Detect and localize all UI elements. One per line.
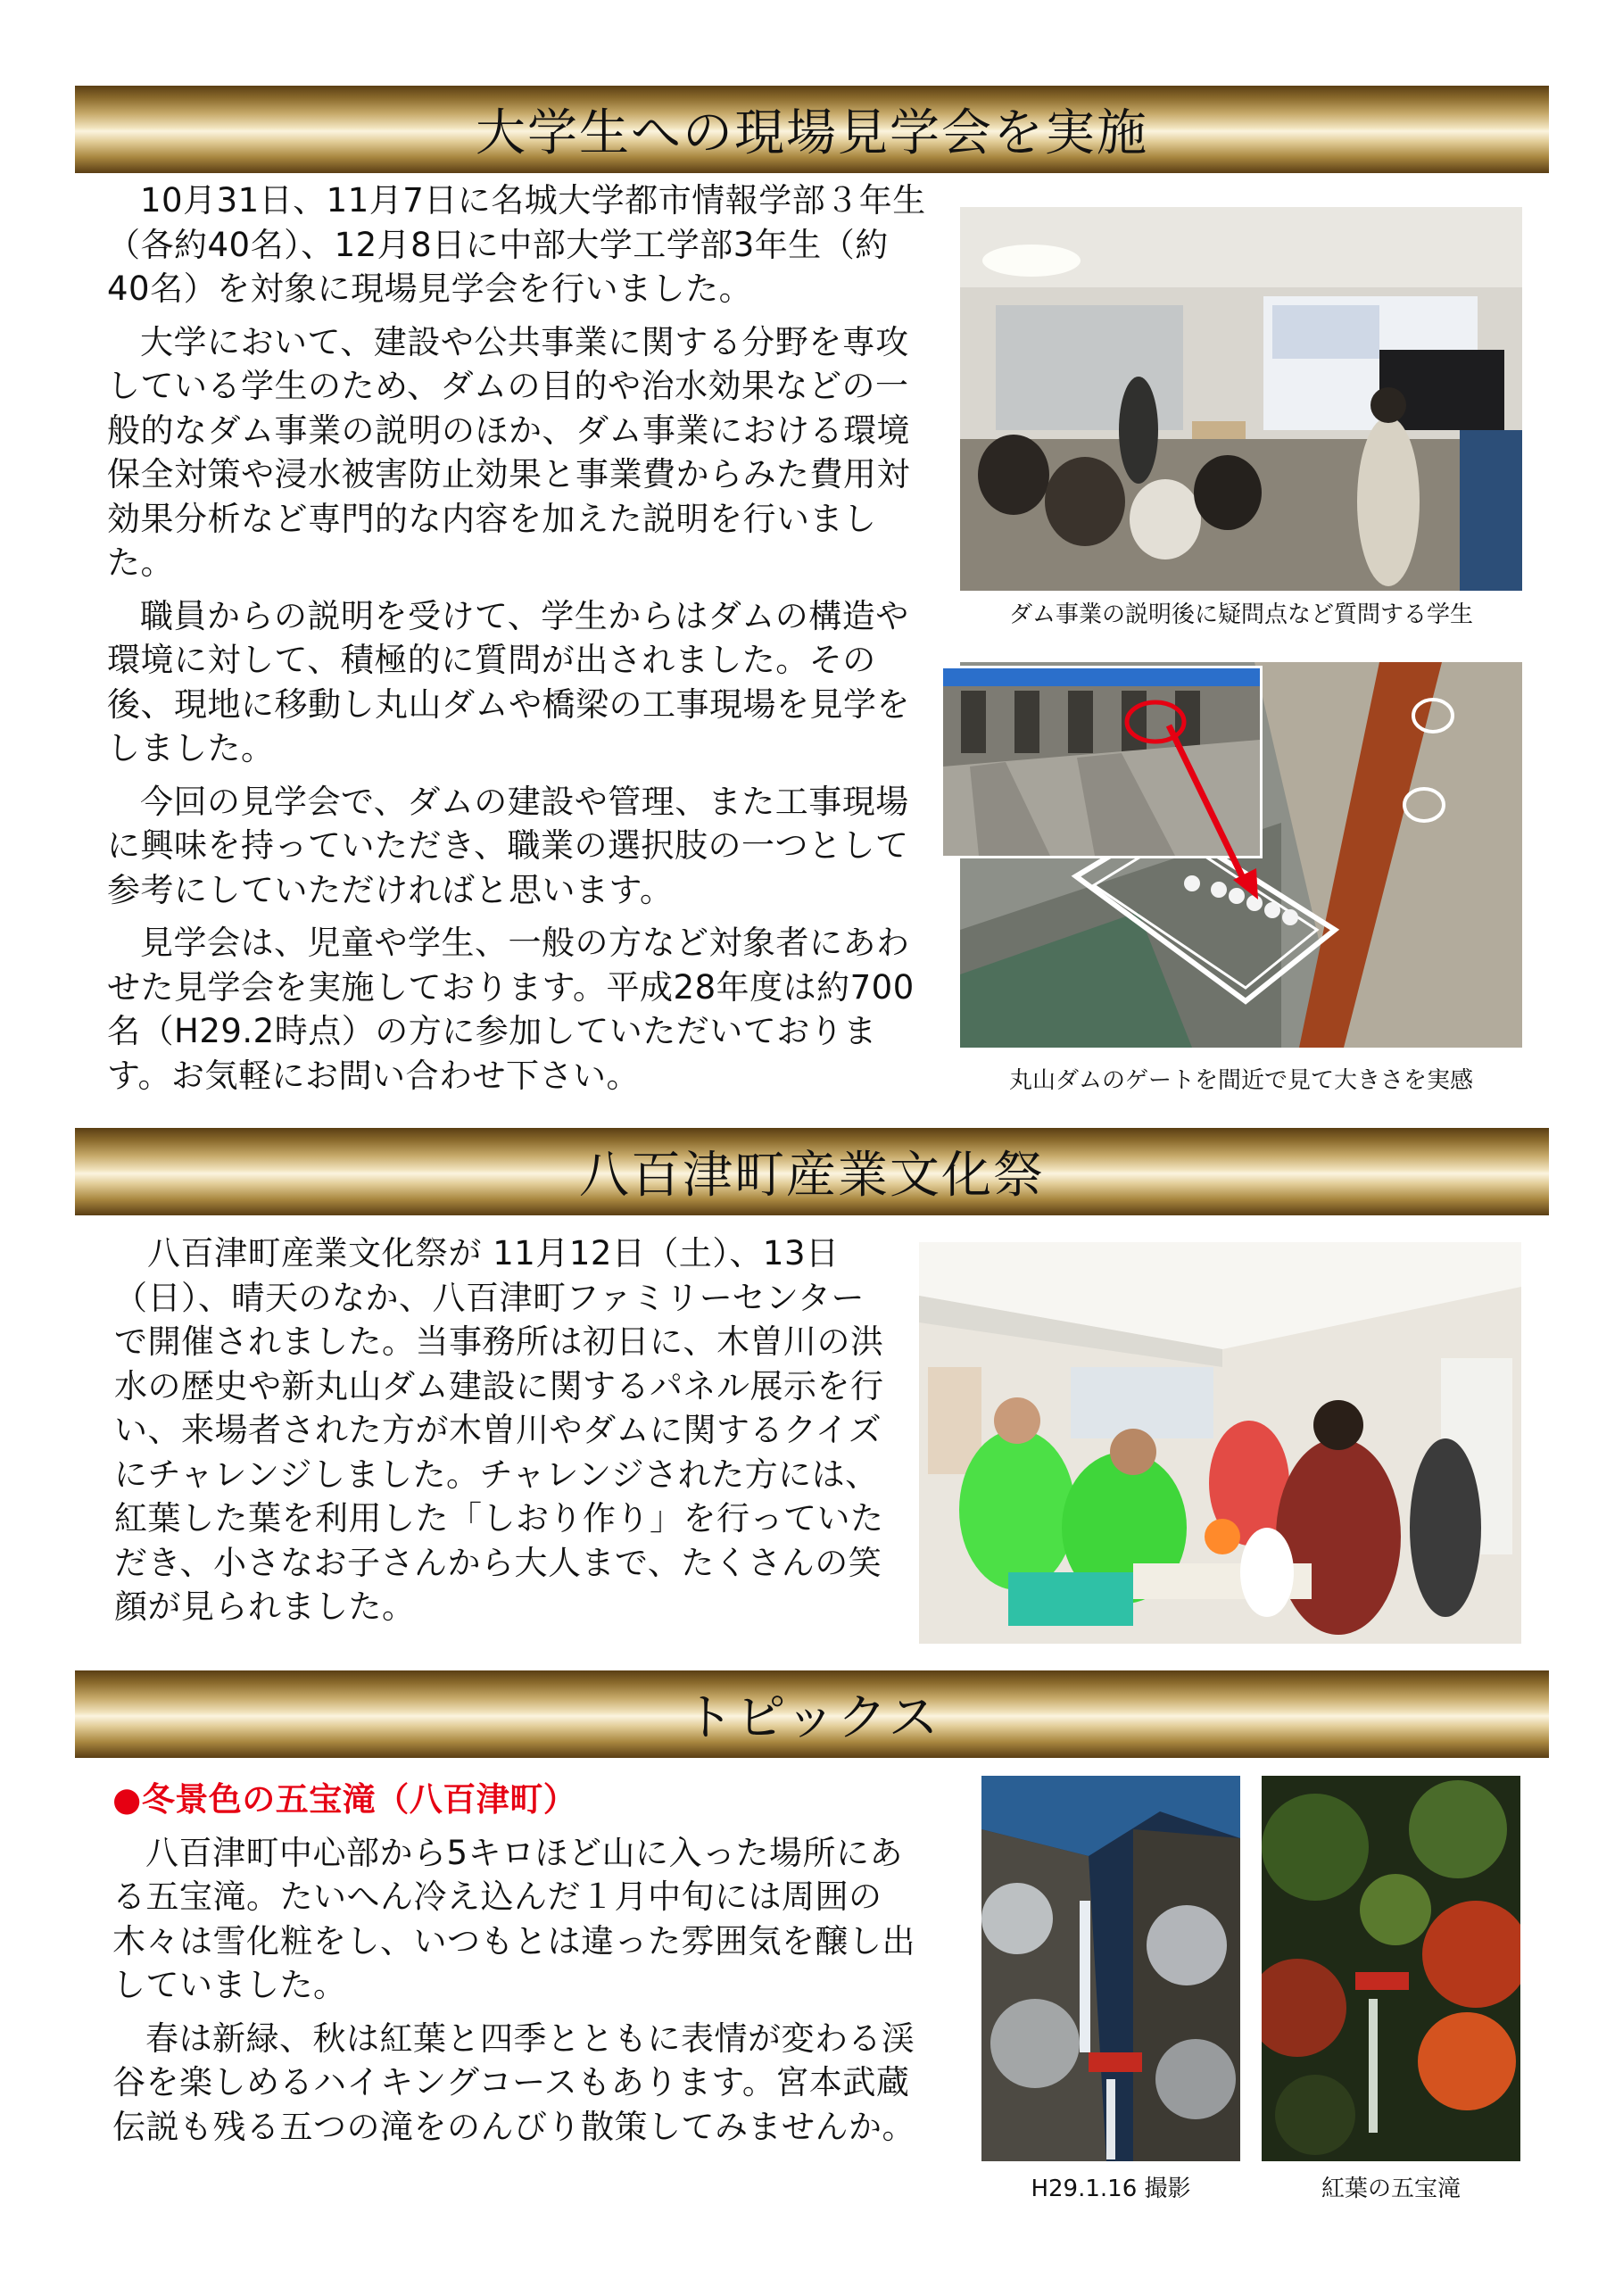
photo-autumn-waterfall <box>1262 1776 1520 2161</box>
topic-heading: ●冬景色の五宝滝（八百津町） <box>112 1780 577 1819</box>
section-title: トピックス <box>683 1689 940 1747</box>
section-banner-site-visit <box>75 86 1549 173</box>
photo-caption: H29.1.16 撮影 <box>1031 2176 1191 2202</box>
festival-text <box>114 1231 890 1638</box>
paragraph: 八百津町中心部から5キロほど山に入った場所にある五宝滝。たいへん冷え込んだ１月中旬には周囲の木々は雪化粧をし、いつもとは違った雰囲気を醸し出していました。 <box>112 1833 915 2004</box>
photo-caption: 丸山ダムのゲートを間近で見て大きさを実感 <box>1008 1067 1473 1094</box>
paragraph: 今回の見学会で、ダムの建設や管理、また工事現場に興味を持っていただき、職業の選択肢の一つとして参考にしていただければと思います。 <box>107 782 909 909</box>
photo-caption: ダム事業の説明後に疑問点など質問する学生 <box>1008 601 1473 628</box>
paragraph: 見学会は、児童や学生、一般の方など対象者にあわせた見学会を実施しております。平成28年度は約700名（H29.2時点）の方に参加していただいております。お気軽にお問い合わせ下さい。 <box>107 924 915 1095</box>
photo-lecture-room <box>960 207 1522 591</box>
section-banner-festival <box>75 1128 1549 1215</box>
paragraph: 職員からの説明を受けて、学生からはダムの構造や環境に対して、積極的に質問が出されました。その後、現地に移動し丸山ダムや橋梁の工事現場を見学をしました。 <box>107 596 910 767</box>
section-title: 八百津町産業文化祭 <box>579 1147 1045 1205</box>
site-visit-text <box>107 178 928 1107</box>
photo-winter-waterfall <box>981 1776 1240 2161</box>
paragraph: 八百津町産業文化祭が 11月12日（土）、13日（日）、晴天のなか、八百津町ファミリーセンターで開催されました。当事務所は初日に、木曽川の洪水の歴史や新丸山ダム建設に関するパネル展示を行い、来場者された方が木曽川やダムに関するクイズにチャレンジしました。チャレンジされた方には、紅葉した葉を利用した「しおり作り」を行っていただき、小さなお子さんから大人まで、たくさんの笑顔が見られました。 <box>114 1234 884 1626</box>
topics-text <box>112 1778 933 2158</box>
paragraph: 10月31日、11月7日に名城大学都市情報学部３年生（各約40名）、12月8日に中部大学工学部3年生（約40名）を対象に現場見学会を行いました。 <box>107 181 926 308</box>
photo-caption: 紅葉の五宝滝 <box>1321 2176 1461 2202</box>
paragraph: 春は新緑、秋は紅葉と四季とともに表情が変わる渓谷を楽しめるハイキングコースもあります。宮本武蔵伝説も残る五つの滝をのんびり散策してみませんか。 <box>112 2018 915 2146</box>
section-title: 大学生への現場見学会を実施 <box>476 104 1148 162</box>
section-banner-topics <box>75 1670 1549 1758</box>
paragraph: 大学において、建設や公共事業に関する分野を専攻している学生のため、ダムの目的や治水効果などの一般的なダム事業の説明のほか、ダム事業における環境保全対策や浸水被害防止効果と事業費からみた費用対効果分析など専門的な内容を加えた説明を行いました。 <box>107 322 910 582</box>
photo-festival-booth <box>919 1242 1521 1644</box>
annotation-arrow <box>1160 721 1267 899</box>
